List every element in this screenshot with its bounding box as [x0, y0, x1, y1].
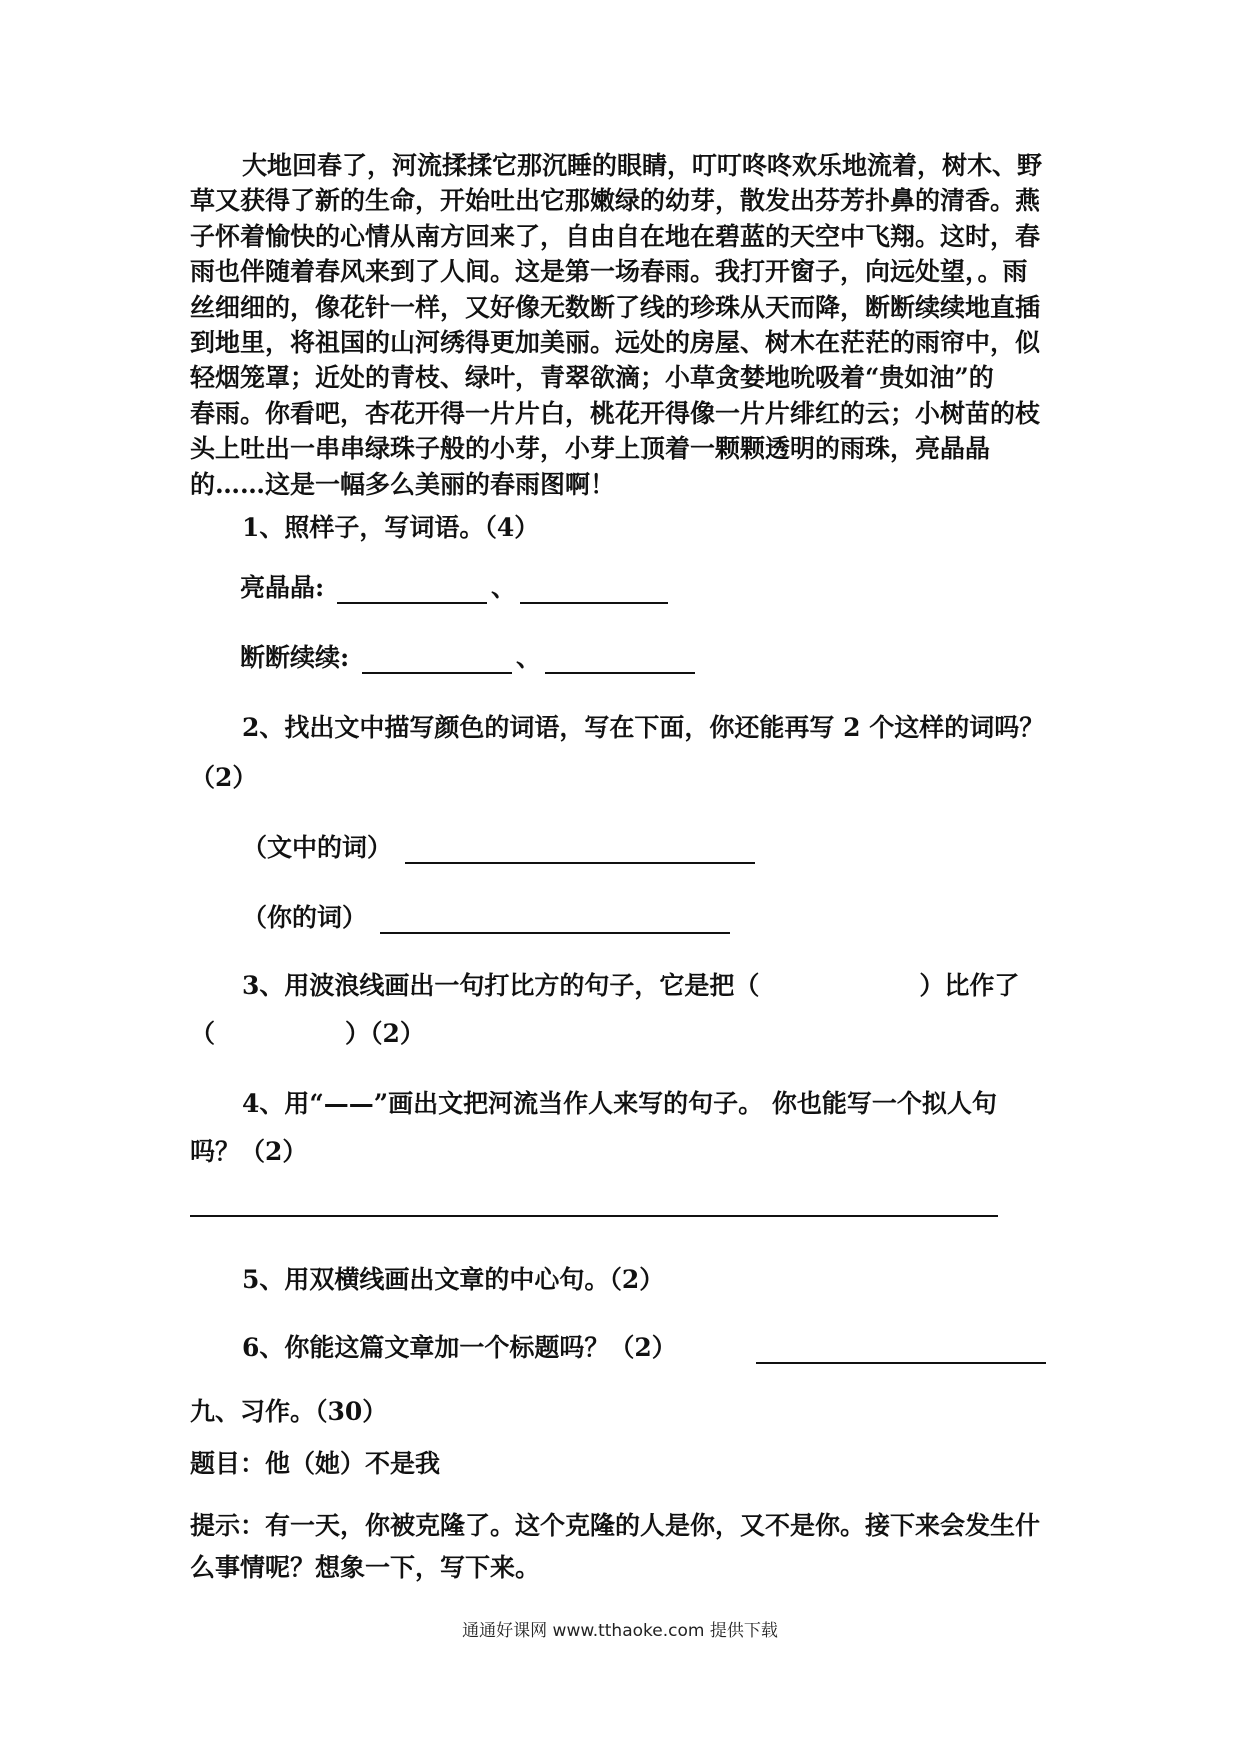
q3-text-b: ）比作了	[919, 971, 1020, 1000]
passage-line: 丝细细的，像花针一样，又好像无数断了线的珍珠从天而降，断断续续地直插	[190, 292, 1041, 322]
q1b-label: 断断续续:	[240, 643, 350, 672]
passage-line: 雨也伴随着春风来到了人间。这是第一场春雨。我打开窗子，向远处望，。雨	[190, 257, 1028, 287]
q1a-answer-blank-1[interactable]	[337, 576, 487, 604]
passage-line: 春雨。你看吧，杏花开得一片片白，桃花开得像一片片绯红的云；小树苗的枝	[190, 398, 1041, 428]
q4-answer-line[interactable]	[190, 1215, 998, 1217]
composition-hint-line1: 提示：有一天，你被克隆了。这个克隆的人是你，又不是你。接下来会发生什	[190, 1511, 1041, 1540]
question-4-line2: 吗？（2）	[190, 1137, 308, 1166]
separator: 、	[515, 643, 541, 672]
question-3-line2	[190, 1018, 425, 1050]
passage-line: 轻烟笼罩；近处的青枝、绿叶，青翠欲滴；小草贪婪地吮吸着“贵如油”的	[190, 363, 994, 393]
q6-title-blank[interactable]	[756, 1336, 1046, 1364]
q1a-label: 亮晶晶:	[240, 573, 325, 602]
q2a-answer-blank[interactable]	[405, 836, 755, 864]
q2b-label: （你的词）	[242, 903, 368, 932]
question-2-line1: 2、找出文中描写颜色的词语，写在下面，你还能再写 2 个这样的词吗？	[242, 713, 1045, 742]
question-3-line1	[242, 970, 1019, 1002]
separator: 、	[490, 573, 516, 602]
question-1b	[240, 642, 699, 674]
q1b-answer-blank-1[interactable]	[362, 646, 512, 674]
question-2a	[242, 832, 759, 864]
passage-line: 草又获得了新的生命，开始吐出它那嫩绿的幼芽，散发出芬芳扑鼻的清香。燕	[190, 186, 1041, 216]
question-2-line2: （2）	[190, 763, 258, 792]
question-4-line1: 4、用“——”画出文把河流当作人来写的句子。 你也能写一个拟人句	[242, 1089, 997, 1118]
reading-passage	[190, 148, 1050, 502]
footer-source: 通通好课网 www.tthaoke.com 提供下载	[462, 1621, 778, 1641]
composition-hint-line2: 么事情呢？想象一下，写下来。	[190, 1553, 541, 1582]
q6-text: 6、你能这篇文章加一个标题吗？（2）	[242, 1333, 677, 1362]
composition-title: 题目：他（她）不是我	[190, 1449, 441, 1478]
q1b-answer-blank-2[interactable]	[545, 646, 695, 674]
q3-text-d: ）（2）	[345, 1019, 425, 1048]
question-1a	[240, 572, 672, 604]
q3-text-c: （	[190, 1019, 216, 1048]
q2a-label: （文中的词）	[242, 833, 393, 862]
passage-line: 的……这是一幅多么美丽的春雨图啊！	[190, 469, 616, 499]
passage-line: 头上吐出一串串绿珠子般的小芽，小芽上顶着一颗颗透明的雨珠，亮晶晶	[190, 434, 991, 464]
q2b-answer-blank[interactable]	[380, 906, 730, 934]
composition-section-heading: 九、习作。（30）	[190, 1397, 388, 1426]
passage-line: 大地回春了，河流揉揉它那沉睡的眼睛，叮叮咚咚欢乐地流着，树木、野	[242, 151, 1043, 180]
question-2b	[242, 902, 734, 934]
question-1: 1、照样子，写词语。（4）	[242, 513, 540, 542]
question-6	[242, 1332, 1050, 1364]
question-5: 5、用双横线画出文章的中心句。（2）	[242, 1265, 665, 1294]
passage-line: 子怀着愉快的心情从南方回来了，自由自在地在碧蓝的天空中飞翔。这时，春	[190, 221, 1041, 251]
q3-text-a: 3、用波浪线画出一句打比方的句子，它是把（	[242, 971, 760, 1000]
q1a-answer-blank-2[interactable]	[520, 576, 668, 604]
passage-line: 到地里，将祖国的山河绣得更加美丽。远处的房屋、树木在茫茫的雨帘中，似	[190, 328, 1041, 358]
